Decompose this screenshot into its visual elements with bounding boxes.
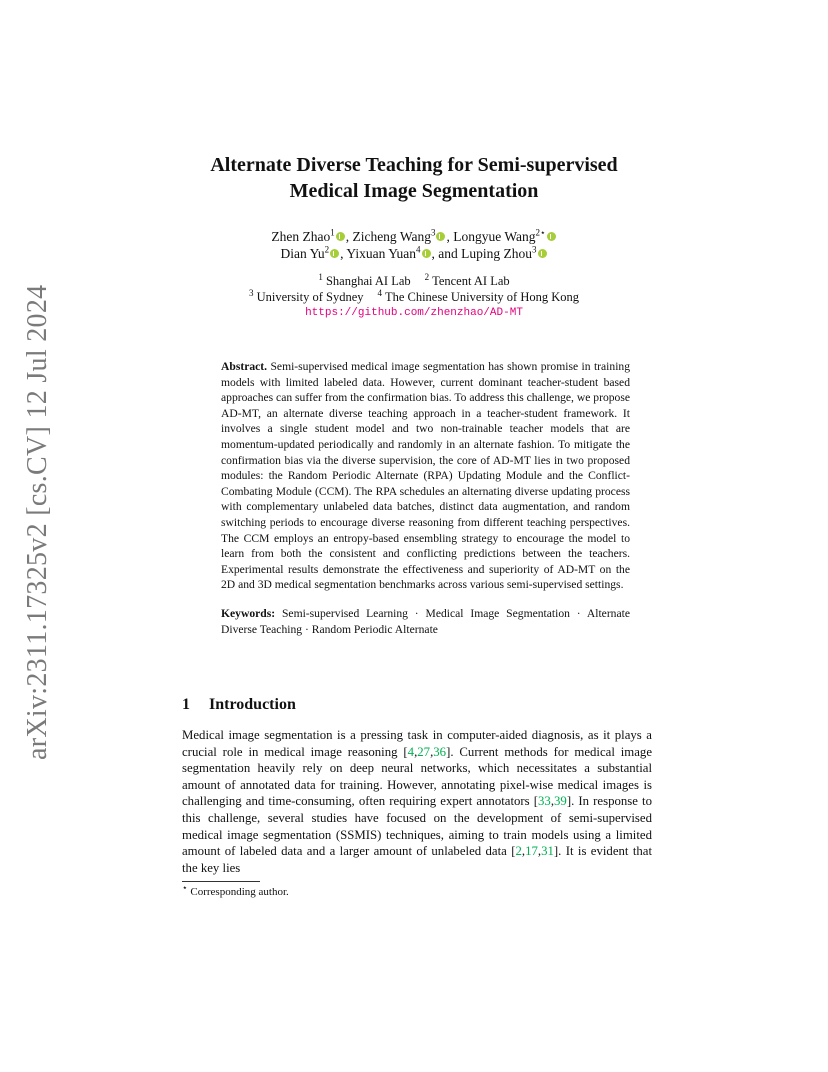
abstract: [221, 359, 630, 637]
footnote-divider: [182, 881, 260, 882]
citation-link[interactable]: 33: [538, 794, 551, 809]
abstract-label: Abstract.: [221, 360, 268, 373]
body-text: ]. It is evident that the key lies: [182, 844, 653, 875]
abstract-paragraph: [221, 359, 630, 593]
citation-link[interactable]: 4: [407, 744, 415, 759]
code-repository-link[interactable]: https://github.com/zhenzhao/AD-MT: [305, 307, 523, 319]
author-name: Zicheng Wang: [352, 229, 431, 244]
author-list: [150, 228, 678, 262]
body-text: ]. Current methods for medical image segmentation heavily rely on deep neural networks, which necessitates a substantial amount of annotated data for training. However, annotating pixel-wise medical images is challenging and time-consuming, often requiring expert annotators [: [182, 744, 653, 809]
footnote-text: Corresponding author.: [190, 886, 289, 898]
body-text: Medical image segmentation is a pressing task in computer-aided diagnosis, as it plays a crucial role in medical image reasoning [: [182, 728, 652, 759]
affil-mark: 1: [318, 271, 323, 282]
author-affil-mark: 4: [416, 244, 421, 255]
intro-paragraph: Medical image segmentation is a pressing task in computer-aided diagnosis, as it plays a crucial role in medical image reasoning [4,27,36]. Current methods for medical image segmentation heavily rely on deep neural networks, which necessitates a substantial amount of annotated data for training. However, annotating pixel-wise medical images is challenging and time-consuming, often requiring expert annotators [33,39]. In response to this challenge, several studies have focused on the development of semi-supervised medical image segmentation (SSMIS) techniques, aiming to train models using a limited amount of labeled data and a larger amount of unlabeled data [2,17,31]. It is evident that the key lies: [182, 728, 653, 875]
author-name: Longyue Wang: [453, 229, 536, 244]
footnote-mark: ⋆: [182, 882, 188, 893]
affiliation: Shanghai AI Lab: [325, 274, 411, 288]
arxiv-identifier: arXiv:2311.17325v2 [cs.CV] 12 Jul 2024: [22, 284, 53, 760]
affiliations: [150, 273, 678, 321]
introduction-body: [182, 727, 652, 876]
citation-link[interactable]: 2: [515, 844, 522, 859]
author-line-1: Zhen Zhao$^1$ , Zicheng Wang$^3$ , Longyue Wang$^{2⋆}$: [150, 228, 678, 245]
section-title: Introduction: [209, 696, 296, 713]
section-heading: [182, 696, 296, 714]
paper-title: [150, 152, 678, 204]
author-name: and Luping Zhou: [438, 246, 532, 261]
citation-link[interactable]: 31: [541, 844, 554, 859]
author-affil-mark: 3: [430, 227, 436, 238]
section-number: 1: [182, 696, 190, 713]
citation-link[interactable]: 17: [525, 844, 538, 859]
body-text: ]. In response to this challenge, several studies have focused on the development of semi-supervised medical image segmentation (SSMIS) techniques, aiming to train models using a limited amount of labeled data and a larger amount of unlabeled data [: [182, 794, 652, 859]
citation-link[interactable]: 36: [433, 744, 447, 759]
orcid-icon[interactable]: [330, 249, 339, 258]
affil-mark: 4: [377, 287, 383, 298]
keywords-label: Keywords:: [221, 606, 276, 620]
affil-mark: 2: [424, 271, 430, 282]
footnote: [182, 882, 289, 898]
keywords: [221, 606, 630, 637]
author-affil-mark: 2: [324, 244, 330, 255]
author-name: Zhen Zhao: [271, 229, 331, 244]
title-line-2: Medical Image Segmentation: [289, 180, 539, 202]
author-affil-mark: 2⋆: [535, 227, 546, 238]
abstract-text: Semi-supervised medical image segmentation has shown promise in training models with limited labeled data. However, current dominant teacher-student based approaches can suffer from the confirmation bias. To address this challenge, we propose AD-MT, an alternate diverse teaching approach in a teacher-student framework. It involves a single student model and two non-trainable teacher models that are momentum-updated periodically and randomly in an alternate fashion. To mitigate the confirmation bias via the diverse supervision, the core of AD-MT lies in two proposed modules: the Random Periodic Alternate (RPA) Updating Module and the Conflict-Combating Module (CCM). The RPA schedules an alternating diverse updating process with complementary unlabeled data batches, distinct data augmentation, and random switching periods to encourage diverse reasoning from different teaching perspectives. The CCM employs an entropy-based ensembling strategy to encourage the model to learn from both the consistent and conflicting predictions between the teachers. Experimental results demonstrate the effectiveness and superiority of AD-MT on the 2D and 3D medical segmentation benchmarks across various semi-supervised settings.: [221, 360, 631, 592]
orcid-icon[interactable]: [422, 249, 431, 258]
affiliation: Tencent AI Lab: [432, 274, 510, 288]
author-affil-mark: 1: [330, 227, 335, 238]
author-line-2: Dian Yu$^2$ , Yixuan Yuan$^4$ , and Luping Zhou$^3$: [150, 245, 678, 262]
keywords-text: Semi-supervised Learning · Medical Image Segmentation · Alternate Diverse Teaching · Random Periodic Alternate: [221, 606, 630, 636]
citation-link[interactable]: 27: [417, 744, 431, 759]
author-name: Dian Yu: [280, 246, 325, 261]
orcid-icon[interactable]: [538, 249, 547, 258]
affil-mark: 3: [248, 287, 254, 298]
author-name: Yixuan Yuan: [346, 246, 416, 261]
title-line-1: Alternate Diverse Teaching for Semi-supervised: [210, 154, 618, 176]
author-affil-mark: 3: [532, 244, 537, 255]
citation-link[interactable]: 39: [554, 794, 567, 809]
affiliation: University of Sydney: [256, 290, 364, 304]
affiliation-line-1: [150, 273, 678, 289]
affiliation-line-2: [150, 289, 678, 305]
orcid-icon[interactable]: [436, 232, 445, 241]
orcid-icon[interactable]: [336, 232, 345, 241]
affiliation: The Chinese University of Hong Kong: [384, 290, 580, 304]
orcid-icon[interactable]: [547, 232, 556, 241]
